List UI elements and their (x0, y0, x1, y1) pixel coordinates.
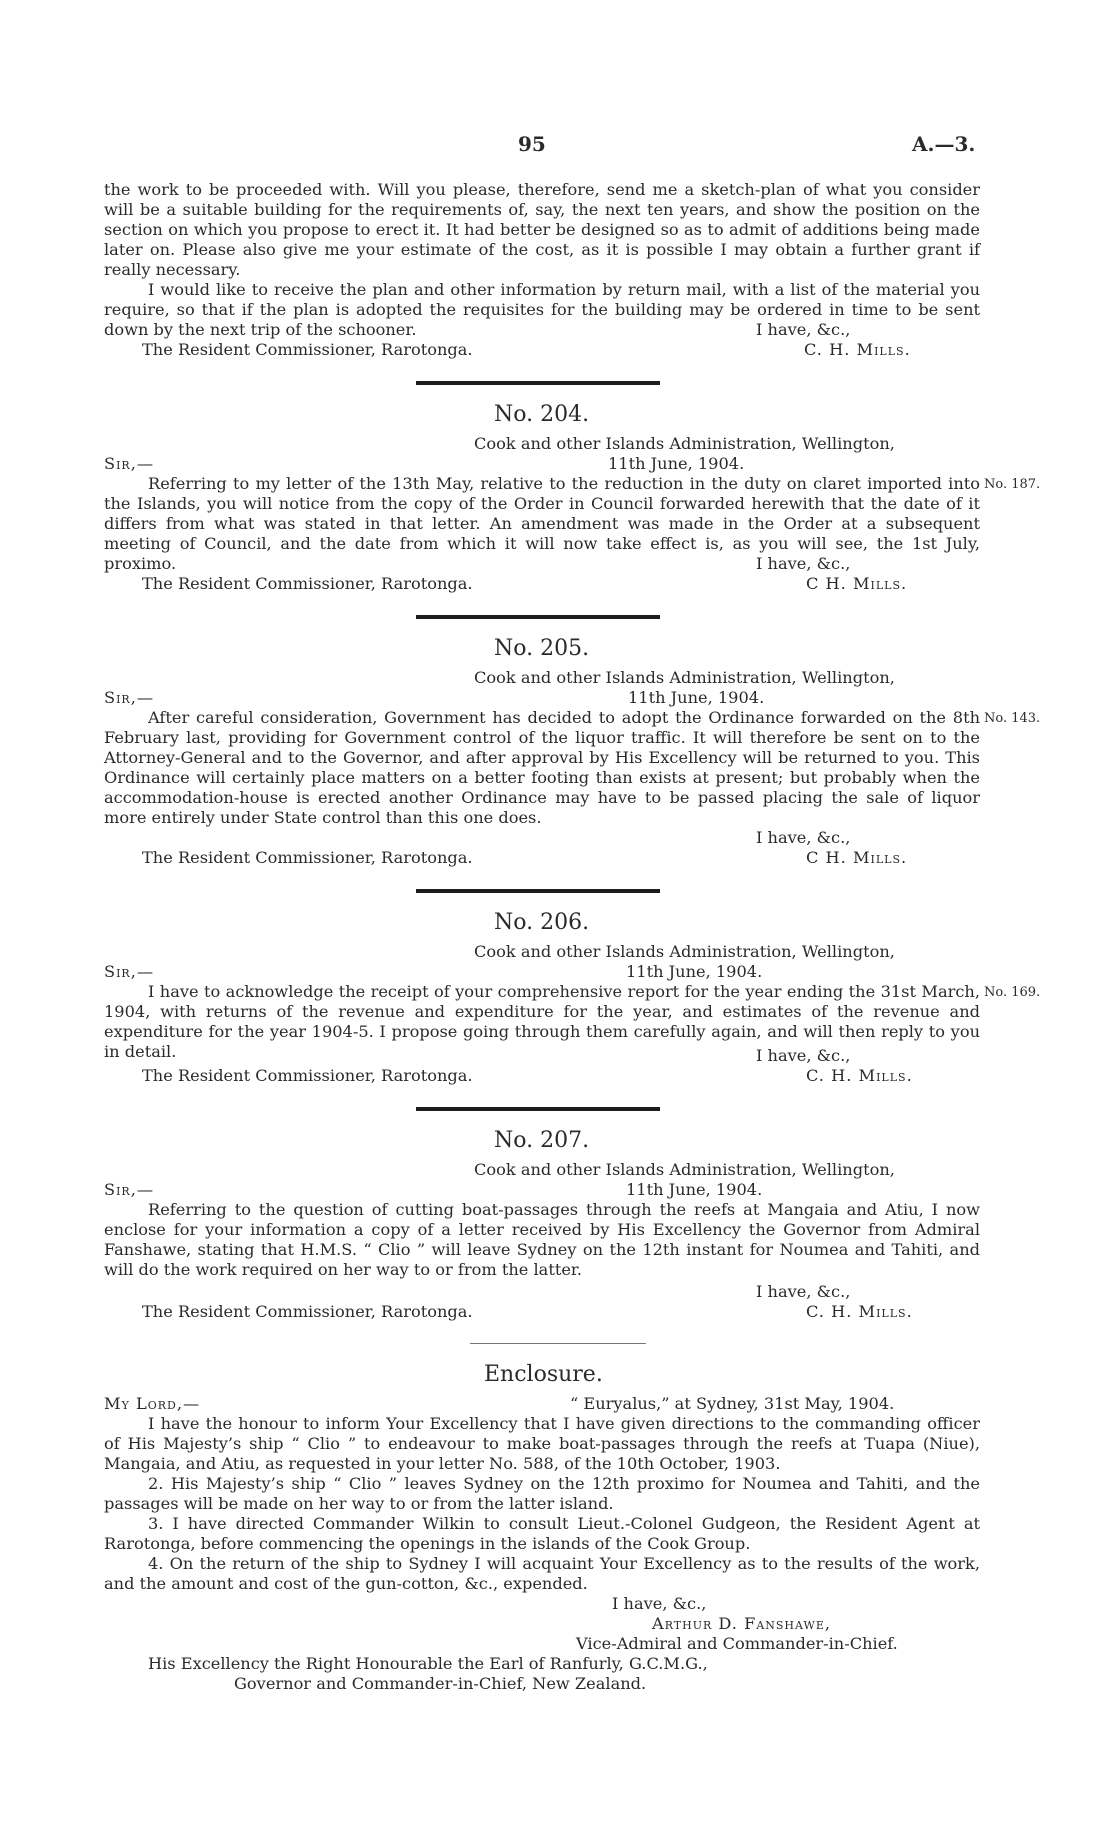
letter-206-date: 11th June, 1904. (626, 962, 763, 981)
letter-205-from: Cook and other Islands Administration, Wellington, (474, 668, 895, 687)
letter-207-salutation: Sir,— (104, 1180, 155, 1199)
letter-205-signature: C H. Mills. (806, 848, 908, 867)
opening-text (104, 180, 980, 340)
enclosure-title: Enclosure. (484, 1362, 603, 1387)
enclosure-addressee-line-1: His Excellency the Right Honourable the Earl of Ranfurly, G.C.M.G., (148, 1654, 708, 1673)
page-number: 95 (518, 132, 546, 156)
enclosure-body (104, 1414, 980, 1594)
letter-204-signature: C H. Mills. (806, 574, 908, 593)
letter-204-from: Cook and other Islands Administration, Wellington, (474, 434, 895, 453)
letter-205-salutation: Sir,— (104, 688, 155, 707)
letter-204-date: 11th June, 1904. (608, 454, 745, 473)
letter-205-addressee: The Resident Commissioner, Rarotonga. (142, 848, 473, 867)
divider (470, 1343, 646, 1344)
enclosure-salutation: My Lord,— (104, 1394, 201, 1413)
opening-closing: I have, &c., (756, 320, 851, 339)
letter-205-closing: I have, &c., (756, 828, 851, 847)
divider (416, 615, 660, 619)
enclosure-addressee-line-2: Governor and Commander-in-Chief, New Zealand. (234, 1674, 647, 1693)
letter-206-addressee: The Resident Commissioner, Rarotonga. (142, 1066, 473, 1085)
letter-206-from: Cook and other Islands Administration, Wellington, (474, 942, 895, 961)
letter-207-closing: I have, &c., (756, 1282, 851, 1301)
enclosure-closing: I have, &c., (612, 1594, 707, 1613)
letter-204-body: Referring to my letter of the 13th May, relative to the reduction in the duty on claret imported into the Islands, you will notice from the copy of the Order in Council forwarded herewith that the date of it differs from what was stated in that letter. An amendment was made in the Order at a subsequent meeting of Council, and the date from which it will now take effect is, as you will see, the 1st July, proximo. (104, 474, 980, 573)
enclosure-place-date: “ Euryalus,” at Sydney, 31st May, 1904. (570, 1394, 895, 1413)
letter-207-number: No. 207. (494, 1128, 590, 1153)
letter-205-reference: No. 143. (984, 711, 1041, 726)
enclosure-signature: Arthur D. Fanshawe, (652, 1614, 832, 1633)
letter-207-date: 11th June, 1904. (626, 1180, 763, 1199)
letter-204-addressee: The Resident Commissioner, Rarotonga. (142, 574, 473, 593)
letter-206-body: I have to acknowledge the receipt of your comprehensive report for the year ending the 31st March, 1904, with returns of the revenue and expenditure for the year, and estimates of the revenue and expenditure for the year 1904-5. I propose going through them carefully again, and will then reply to you in detail. (104, 982, 980, 1061)
letter-204-closing: I have, &c., (756, 554, 851, 573)
opening-paragraph-1: the work to be proceeded with. Will you please, therefore, send me a sketch-plan of what you consider will be a suitable building for the requirements of, say, the next ten years, and show the position on the section on which you propose to erect it. It had better be designed so as to admit of additions being made later on. Please also give me your estimate of the cost, as it is possible I may obtain a further grant if really necessary. (104, 180, 980, 279)
opening-addressee: The Resident Commissioner, Rarotonga. (142, 340, 473, 359)
letter-206-number: No. 206. (494, 910, 590, 935)
letter-206-closing: I have, &c., (756, 1046, 851, 1065)
letter-207-body: Referring to the question of cutting boat-passages through the reefs at Mangaia and Atiu, I now enclose for your information a copy of a letter received by His Excellency the Governor from Admiral Fanshawe, stating that H.M.S. “ Clio ” will leave Sydney on the 12th instant for Noumea and Tahiti, and will do the work required on her way to or from the latter. (104, 1200, 980, 1279)
letter-206-signature: C. H. Mills. (806, 1066, 913, 1085)
letter-204-reference: No. 187. (984, 477, 1041, 492)
paper-reference: A.—3. (912, 132, 976, 156)
letter-207-addressee: The Resident Commissioner, Rarotonga. (142, 1302, 473, 1321)
enclosure-paragraph-2: 2. His Majesty’s ship “ Clio ” leaves Sydney on the 12th proximo for Noumea and Tahiti, and the passages will be made on her way to or from the latter island. (104, 1474, 980, 1513)
letter-207-from: Cook and other Islands Administration, Wellington, (474, 1160, 895, 1179)
letter-205-body: After careful consideration, Government has decided to adopt the Ordinance forwarded on the 8th February last, providing for Government control of the liquor traffic. It will therefore be sent on to the Attorney-General and to the Governor, and after approval by His Excellency will be returned to you. This Ordinance will certainly place matters on a better footing than exists at present; but probably when the accommodation-house is erected another Ordinance may have to be passed placing the sale of liquor more entirely under State control than this one does. (104, 708, 980, 827)
enclosure-paragraph-3: 3. I have directed Commander Wilkin to consult Lieut.-Colonel Gudgeon, the Resident Agent at Rarotonga, before commencing the openings in the islands of the Cook Group. (104, 1514, 980, 1553)
letter-205-date: 11th June, 1904. (628, 688, 765, 707)
letter-204-number: No. 204. (494, 402, 590, 427)
divider (416, 889, 660, 893)
opening-signature: C. H. Mills. (804, 340, 911, 359)
letter-206-reference: No. 169. (984, 985, 1041, 1000)
divider (416, 381, 660, 385)
letter-207-signature: C. H. Mills. (806, 1302, 913, 1321)
letter-205-number: No. 205. (494, 636, 590, 661)
opening-paragraph-2: I would like to receive the plan and other information by return mail, with a list of the material you require, so that if the plan is adopted the requisites for the building may be ordered in time to be sent down by the next trip of the schooner. (104, 280, 980, 339)
enclosure-signatory-title: Vice-Admiral and Commander-in-Chief. (576, 1634, 898, 1653)
enclosure-paragraph-4: 4. On the return of the ship to Sydney I will acquaint Your Excellency as to the results of the work, and the amount and cost of the gun-cotton, &c., expended. (104, 1554, 980, 1593)
letter-204-salutation: Sir,— (104, 454, 155, 473)
letter-206-salutation: Sir,— (104, 962, 155, 981)
divider (416, 1107, 660, 1111)
enclosure-paragraph-1: I have the honour to inform Your Excellency that I have given directions to the commanding officer of His Majesty’s ship “ Clio ” to endeavour to make boat-passages through the reefs at Tuapa (Niue), Mangaia, and Atiu, as requested in your letter No. 588, of the 10th October, 1903. (104, 1414, 980, 1473)
